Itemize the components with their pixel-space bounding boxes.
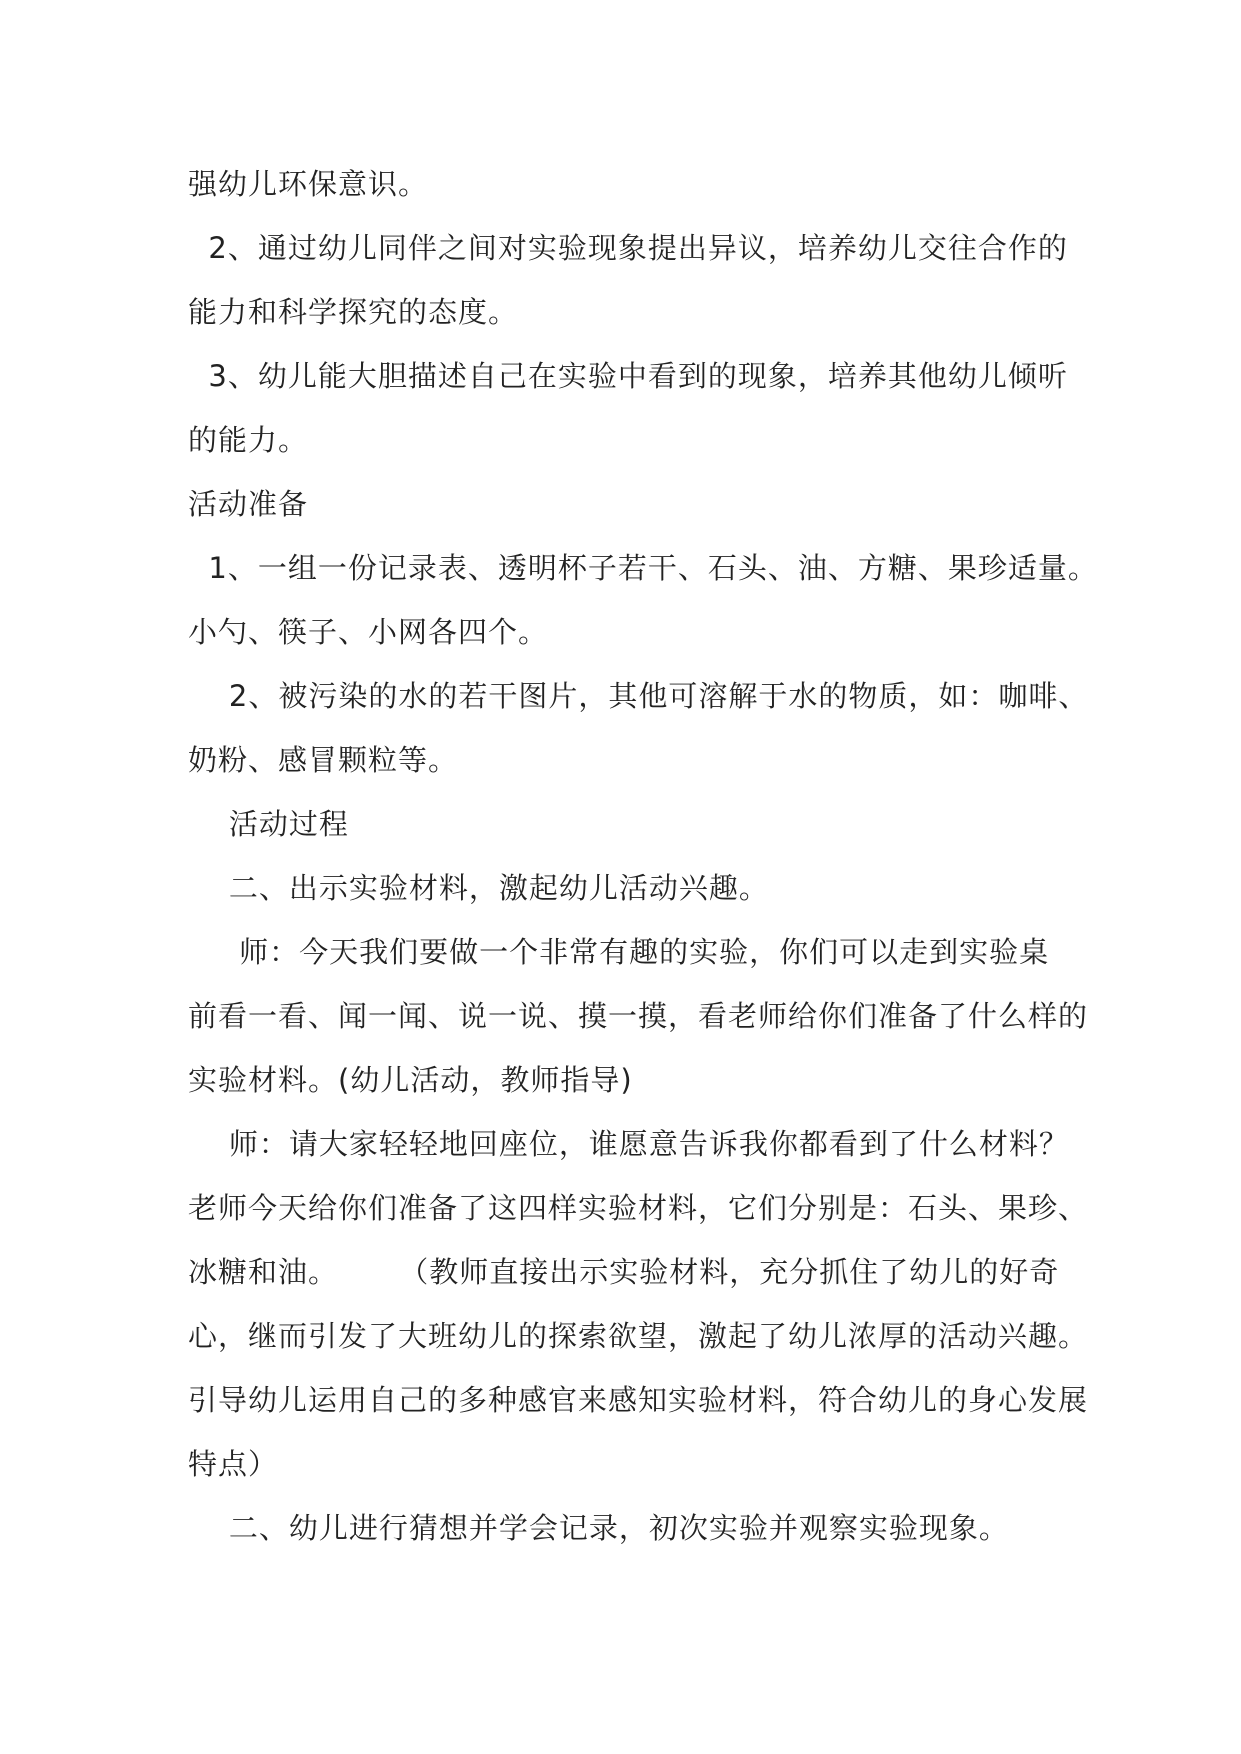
text-line: 强幼儿环保意识。 (188, 167, 429, 201)
text-line: 冰糖和油。 （教师直接出示实验材料，充分抓住了幼儿的好奇 (188, 1255, 1060, 1289)
text-line: 二、出示实验材料，激起幼儿活动兴趣。 (188, 871, 769, 905)
text-line: 2、被污染的水的若干图片，其他可溶解于水的物质，如：咖啡、 (188, 679, 1089, 713)
text-line: 老师今天给你们准备了这四样实验材料，它们分别是：石头、果珍、 (188, 1191, 1089, 1225)
text-line: 奶粉、感冒颗粒等。 (188, 743, 459, 777)
text-line: 前看一看、闻一闻、说一说、摸一摸，看老师给你们准备了什么样的 (188, 999, 1089, 1033)
text-line: 心，继而引发了大班幼儿的探索欲望，激起了幼儿浓厚的活动兴趣。 (188, 1319, 1089, 1353)
text-line: 小勺、筷子、小网各四个。 (188, 615, 549, 649)
text-line: 师：今天我们要做一个非常有趣的实验，你们可以走到实验桌 (188, 935, 1050, 969)
text-line: 实验材料。(幼儿活动，教师指导) (188, 1063, 633, 1097)
text-line: 的能力。 (188, 423, 309, 457)
text-line: 能力和科学探究的态度。 (188, 295, 519, 329)
text-line: 特点） (188, 1447, 279, 1481)
section-heading: 活动过程 (188, 807, 349, 841)
text-line: 师：请大家轻轻地回座位，谁愿意告诉我你都看到了什么材料？ (188, 1127, 1069, 1161)
section-heading: 活动准备 (188, 487, 309, 521)
text-line: 引导幼儿运用自己的多种感官来感知实验材料，符合幼儿的身心发展 (188, 1383, 1089, 1417)
text-line: 3、幼儿能大胆描述自己在实验中看到的现象，培养其他幼儿倾听 (188, 359, 1068, 393)
text-line: 二、幼儿进行猜想并学会记录，初次实验并观察实验现象。 (188, 1511, 1009, 1545)
text-line: 1、一组一份记录表、透明杯子若干、石头、油、方糖、果珍适量。 (188, 551, 1098, 585)
text-line: 2、通过幼儿同伴之间对实验现象提出异议，培养幼儿交往合作的 (188, 231, 1068, 265)
